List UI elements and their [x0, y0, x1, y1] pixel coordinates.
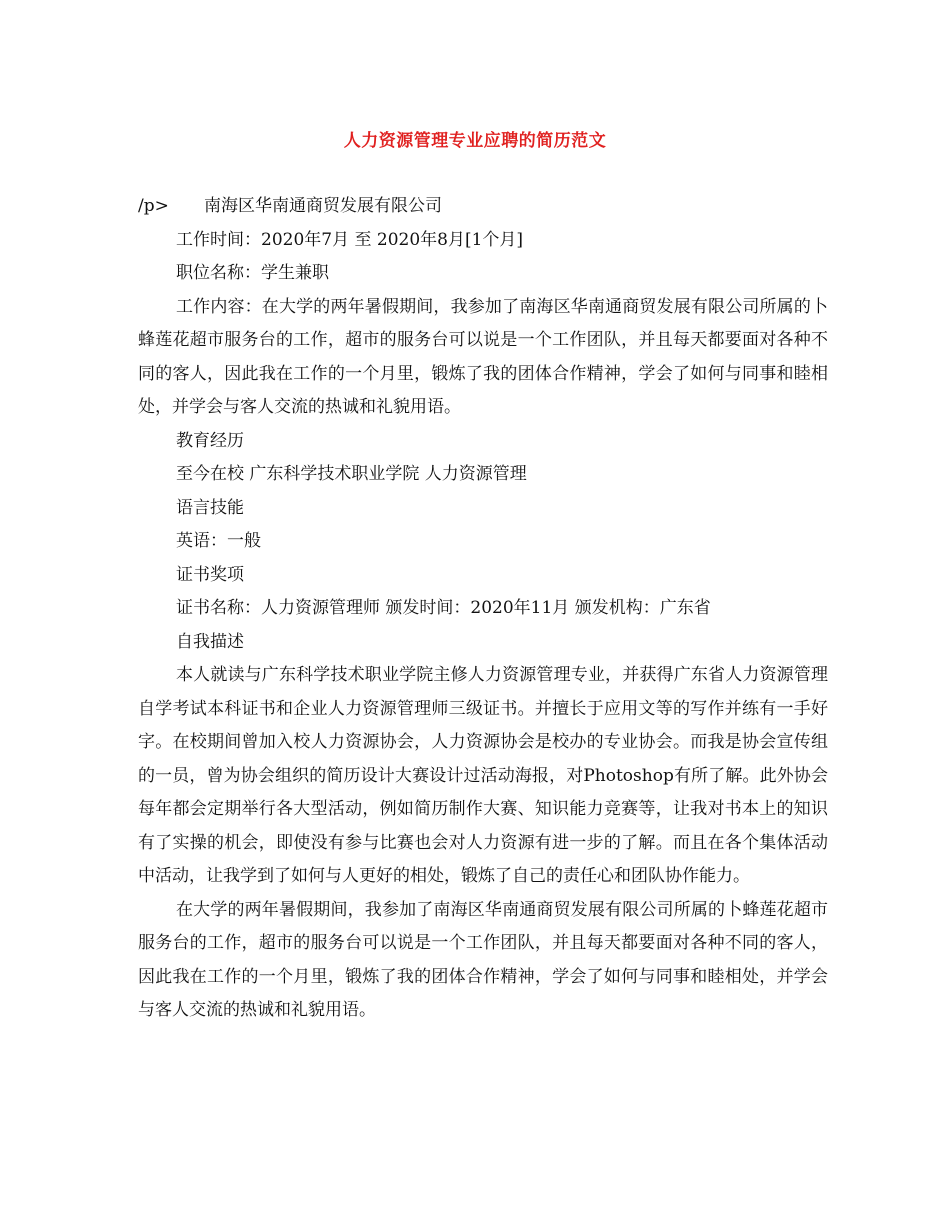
- stray-markup-text: /p>: [138, 196, 169, 216]
- self-description-heading: 自我描述: [176, 631, 244, 652]
- education-detail: 至今在校 广东科学技术职业学院 人力资源管理: [176, 464, 527, 484]
- summer-work-paragraph: 在大学的两年暑假期间，我参加了南海区华南通商贸发展有限公司所属的卜蜂莲花超市服务台的工作，超市的服务台可以说是一个工作团队，并且每天都要面对各种不同的客人，因此我在工作的一个月里，锻炼了我的团体合作精神，学会了如何与同事和睦相处，并学会与客人交流的热诚和礼貌用语。: [138, 899, 828, 1020]
- education-heading: 教育经历: [176, 430, 244, 451]
- job-content-paragraph: 工作内容：在大学的两年暑假期间，我参加了南海区华南通商贸发展有限公司所属的卜蜂莲花超市服务台的工作，超市的服务台可以说是一个工作团队，并且每天都要面对各种不同的客人，因此我在工作的一个月里，锻炼了我的团体合作精神，学会了如何与同事和睦相处，并学会与客人交流的热诚和礼貌用语。: [138, 296, 828, 417]
- certificate-heading: 证书奖项: [176, 564, 244, 585]
- position-name: 职位名称：学生兼职: [176, 263, 329, 283]
- page-title: 人力资源管理专业应聘的简历范文: [343, 131, 607, 151]
- language-detail: 英语：一般: [176, 531, 261, 551]
- company-line: [138, 190, 828, 224]
- company-name: 南海区华南通商贸发展有限公司: [204, 196, 442, 216]
- language-heading: 语言技能: [176, 497, 244, 518]
- certificate-detail: 证书名称：人力资源管理师 颁发时间：2020年11月 颁发机构：广东省: [176, 598, 711, 618]
- self-description-paragraph: 本人就读与广东科学技术职业学院主修人力资源管理专业，并获得广东省人力资源管理自学考试本科证书和企业人力资源管理师三级证书。并擅长于应用文等的写作并练有一手好字。在校期间曾加入校人力资源协会，人力资源协会是校办的专业协会。而我是协会宣传组的一员，曾为协会组织的简历设计大赛设计过活动海报，对Photoshop有所了解。此外协会每年都会定期举行各大型活动，例如简历制作大赛、知识能力竞赛等，让我对书本上的知识有了实操的机会，即使没有参与比赛也会对人力资源有进一步的了解。而且在各个集体活动中活动，让我学到了如何与人更好的相处，锻炼了自己的责任心和团队协作能力。: [138, 665, 828, 886]
- document-body: [138, 190, 828, 1028]
- work-time: 工作时间：2020年7月 至 2020年8月[1个月]: [176, 229, 524, 250]
